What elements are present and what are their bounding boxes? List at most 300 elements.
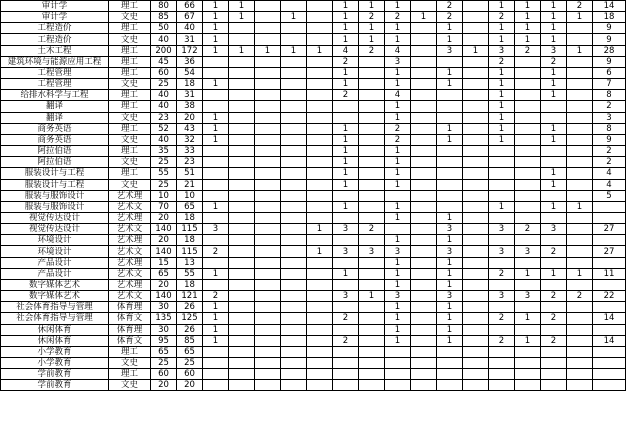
number-cell <box>255 146 281 157</box>
number-cell: 2 <box>515 45 541 56</box>
number-cell <box>255 358 281 369</box>
number-cell: 28 <box>593 45 626 56</box>
number-cell <box>385 190 411 201</box>
number-cell: 3 <box>593 112 626 123</box>
category-cell: 体育理 <box>109 324 151 335</box>
category-cell: 艺术理 <box>109 257 151 268</box>
number-cell <box>411 168 437 179</box>
number-cell: 51 <box>177 168 203 179</box>
number-cell: 3 <box>489 291 515 302</box>
number-cell <box>411 112 437 123</box>
number-cell: 1 <box>359 23 385 34</box>
number-cell: 1 <box>203 45 229 56</box>
number-cell: 1 <box>489 23 515 34</box>
number-cell <box>307 358 333 369</box>
number-cell <box>229 146 255 157</box>
number-cell: 2 <box>593 157 626 168</box>
number-cell: 2 <box>359 12 385 23</box>
table-row <box>1 112 626 123</box>
number-cell <box>255 380 281 391</box>
number-cell <box>437 157 463 168</box>
number-cell <box>203 369 229 380</box>
number-cell: 1 <box>541 179 567 190</box>
number-cell: 1 <box>567 45 593 56</box>
number-cell <box>255 134 281 145</box>
number-cell: 1 <box>307 45 333 56</box>
number-cell <box>281 380 307 391</box>
number-cell <box>359 257 385 268</box>
number-cell: 23 <box>177 157 203 168</box>
number-cell: 27 <box>593 224 626 235</box>
number-cell <box>333 112 359 123</box>
number-cell <box>229 123 255 134</box>
number-cell: 85 <box>177 335 203 346</box>
category-cell: 文史 <box>109 380 151 391</box>
table-row <box>1 157 626 168</box>
number-cell <box>333 369 359 380</box>
number-cell: 21 <box>177 179 203 190</box>
number-cell <box>411 56 437 67</box>
major-name-cell: 小学教育 <box>1 358 109 369</box>
table-row <box>1 12 626 23</box>
number-cell <box>255 1 281 12</box>
number-cell: 4 <box>385 90 411 101</box>
number-cell: 18 <box>177 212 203 223</box>
number-cell <box>567 157 593 168</box>
number-cell <box>593 235 626 246</box>
number-cell <box>359 168 385 179</box>
number-cell <box>255 67 281 78</box>
number-cell: 10 <box>151 190 177 201</box>
number-cell: 1 <box>385 1 411 12</box>
number-cell: 1 <box>229 45 255 56</box>
number-cell: 20 <box>151 235 177 246</box>
category-cell: 文史 <box>109 112 151 123</box>
number-cell <box>463 268 489 279</box>
number-cell <box>411 123 437 134</box>
table-row <box>1 324 626 335</box>
number-cell: 9 <box>593 134 626 145</box>
number-cell <box>307 101 333 112</box>
table-row <box>1 45 626 56</box>
number-cell <box>567 112 593 123</box>
major-name-cell: 商务英语 <box>1 134 109 145</box>
number-cell: 45 <box>151 56 177 67</box>
major-name-cell: 数字媒体艺术 <box>1 279 109 290</box>
number-cell <box>255 224 281 235</box>
number-cell: 32 <box>177 134 203 145</box>
number-cell: 1 <box>333 179 359 190</box>
major-name-cell: 视觉传达设计 <box>1 224 109 235</box>
category-cell: 理工 <box>109 90 151 101</box>
number-cell <box>567 346 593 357</box>
number-cell: 1 <box>489 101 515 112</box>
number-cell <box>541 302 567 313</box>
number-cell <box>567 56 593 67</box>
category-cell: 体育文 <box>109 313 151 324</box>
category-cell: 文史 <box>109 157 151 168</box>
table-row <box>1 212 626 223</box>
number-cell <box>255 212 281 223</box>
number-cell <box>541 157 567 168</box>
number-cell <box>567 369 593 380</box>
number-cell <box>203 212 229 223</box>
number-cell <box>229 67 255 78</box>
number-cell: 9 <box>593 56 626 67</box>
number-cell: 40 <box>177 23 203 34</box>
number-cell: 3 <box>541 45 567 56</box>
number-cell <box>255 201 281 212</box>
number-cell <box>515 67 541 78</box>
number-cell: 1 <box>489 201 515 212</box>
number-cell <box>385 224 411 235</box>
number-cell <box>593 201 626 212</box>
number-cell <box>307 134 333 145</box>
number-cell <box>593 346 626 357</box>
number-cell: 2 <box>385 12 411 23</box>
number-cell <box>463 212 489 223</box>
number-cell <box>307 67 333 78</box>
number-cell <box>489 179 515 190</box>
number-cell <box>359 67 385 78</box>
number-cell: 1 <box>333 146 359 157</box>
number-cell <box>463 246 489 257</box>
number-cell: 30 <box>151 302 177 313</box>
major-name-cell: 数字媒体艺术 <box>1 291 109 302</box>
table-row <box>1 291 626 302</box>
number-cell: 1 <box>437 23 463 34</box>
number-cell <box>281 190 307 201</box>
number-cell: 115 <box>177 224 203 235</box>
number-cell <box>229 358 255 369</box>
number-cell <box>411 134 437 145</box>
number-cell <box>203 279 229 290</box>
number-cell <box>307 56 333 67</box>
category-cell: 理工 <box>109 45 151 56</box>
number-cell <box>567 34 593 45</box>
number-cell <box>463 23 489 34</box>
number-cell <box>229 346 255 357</box>
number-cell: 1 <box>281 45 307 56</box>
number-cell <box>567 134 593 145</box>
number-cell: 1 <box>437 268 463 279</box>
number-cell <box>229 224 255 235</box>
number-cell <box>463 90 489 101</box>
number-cell <box>437 190 463 201</box>
number-cell <box>593 380 626 391</box>
number-cell <box>515 257 541 268</box>
major-name-cell: 翻译 <box>1 112 109 123</box>
number-cell <box>541 380 567 391</box>
number-cell: 60 <box>151 369 177 380</box>
number-cell: 140 <box>151 224 177 235</box>
table-row <box>1 79 626 90</box>
number-cell: 1 <box>515 23 541 34</box>
number-cell <box>463 369 489 380</box>
number-cell: 135 <box>151 313 177 324</box>
number-cell: 2 <box>593 146 626 157</box>
category-cell: 艺术文 <box>109 291 151 302</box>
number-cell: 20 <box>151 279 177 290</box>
number-cell <box>463 168 489 179</box>
number-cell <box>515 168 541 179</box>
number-cell <box>255 23 281 34</box>
number-cell: 1 <box>385 67 411 78</box>
number-cell <box>333 324 359 335</box>
number-cell <box>515 212 541 223</box>
number-cell <box>489 324 515 335</box>
number-cell: 2 <box>203 246 229 257</box>
number-cell <box>567 179 593 190</box>
number-cell: 65 <box>177 201 203 212</box>
number-cell <box>359 56 385 67</box>
number-cell <box>359 90 385 101</box>
number-cell <box>463 358 489 369</box>
number-cell <box>515 369 541 380</box>
number-cell: 1 <box>203 302 229 313</box>
number-cell <box>411 157 437 168</box>
number-cell <box>359 279 385 290</box>
number-cell <box>411 67 437 78</box>
number-cell <box>255 90 281 101</box>
number-cell <box>463 112 489 123</box>
number-cell <box>281 279 307 290</box>
number-cell <box>281 112 307 123</box>
number-cell <box>411 346 437 357</box>
number-cell: 1 <box>515 1 541 12</box>
number-cell <box>437 369 463 380</box>
number-cell <box>411 179 437 190</box>
number-cell: 1 <box>203 335 229 346</box>
number-cell: 1 <box>229 1 255 12</box>
category-cell: 理工 <box>109 23 151 34</box>
major-name-cell: 环境设计 <box>1 246 109 257</box>
category-cell: 体育理 <box>109 302 151 313</box>
number-cell <box>255 335 281 346</box>
number-cell: 1 <box>385 168 411 179</box>
number-cell <box>463 179 489 190</box>
number-cell: 1 <box>333 134 359 145</box>
number-cell <box>489 257 515 268</box>
number-cell: 4 <box>593 168 626 179</box>
number-cell <box>437 112 463 123</box>
number-cell: 1 <box>333 34 359 45</box>
number-cell: 1 <box>463 45 489 56</box>
number-cell <box>515 235 541 246</box>
major-name-cell: 休闲体育 <box>1 335 109 346</box>
number-cell: 3 <box>333 291 359 302</box>
number-cell <box>255 179 281 190</box>
number-cell: 1 <box>385 235 411 246</box>
number-cell <box>489 235 515 246</box>
number-cell <box>489 279 515 290</box>
number-cell <box>281 302 307 313</box>
number-cell <box>281 324 307 335</box>
number-cell <box>541 257 567 268</box>
number-cell: 1 <box>385 157 411 168</box>
number-cell: 1 <box>203 1 229 12</box>
number-cell: 1 <box>307 224 333 235</box>
table-row <box>1 358 626 369</box>
number-cell: 25 <box>151 157 177 168</box>
number-cell: 3 <box>489 224 515 235</box>
number-cell <box>567 324 593 335</box>
number-cell <box>307 324 333 335</box>
number-cell: 43 <box>177 123 203 134</box>
number-cell <box>567 380 593 391</box>
major-name-cell: 视觉传达设计 <box>1 212 109 223</box>
number-cell <box>281 224 307 235</box>
major-name-cell: 环境设计 <box>1 235 109 246</box>
table-row <box>1 56 626 67</box>
major-name-cell: 产品设计 <box>1 268 109 279</box>
number-cell: 2 <box>437 12 463 23</box>
table-row <box>1 190 626 201</box>
table-row <box>1 335 626 346</box>
number-cell <box>255 257 281 268</box>
number-cell <box>229 179 255 190</box>
number-cell <box>567 90 593 101</box>
number-cell: 40 <box>151 90 177 101</box>
number-cell <box>515 112 541 123</box>
number-cell: 20 <box>151 212 177 223</box>
number-cell <box>307 268 333 279</box>
number-cell <box>255 34 281 45</box>
number-cell <box>203 101 229 112</box>
number-cell: 22 <box>593 291 626 302</box>
number-cell <box>333 190 359 201</box>
number-cell: 36 <box>177 56 203 67</box>
table-row <box>1 67 626 78</box>
table-row <box>1 179 626 190</box>
number-cell <box>255 313 281 324</box>
number-cell <box>359 123 385 134</box>
number-cell <box>333 302 359 313</box>
number-cell: 1 <box>541 12 567 23</box>
number-cell: 2 <box>333 56 359 67</box>
number-cell: 70 <box>151 201 177 212</box>
number-cell <box>567 23 593 34</box>
number-cell <box>489 146 515 157</box>
number-cell: 1 <box>333 1 359 12</box>
major-name-cell: 服装设计与工程 <box>1 179 109 190</box>
number-cell <box>359 335 385 346</box>
number-cell <box>281 146 307 157</box>
number-cell <box>203 67 229 78</box>
number-cell <box>385 380 411 391</box>
number-cell: 5 <box>593 190 626 201</box>
number-cell: 60 <box>177 369 203 380</box>
number-cell <box>255 324 281 335</box>
number-cell <box>463 302 489 313</box>
number-cell: 30 <box>151 324 177 335</box>
number-cell <box>229 313 255 324</box>
number-cell: 60 <box>151 67 177 78</box>
number-cell: 1 <box>567 268 593 279</box>
number-cell: 1 <box>385 112 411 123</box>
number-cell <box>359 201 385 212</box>
number-cell: 1 <box>437 79 463 90</box>
number-cell <box>307 179 333 190</box>
number-cell <box>307 146 333 157</box>
number-cell <box>307 279 333 290</box>
number-cell <box>411 190 437 201</box>
major-name-cell: 商务英语 <box>1 123 109 134</box>
number-cell <box>255 168 281 179</box>
number-cell: 1 <box>515 335 541 346</box>
number-cell: 1 <box>333 168 359 179</box>
number-cell <box>567 123 593 134</box>
number-cell <box>567 146 593 157</box>
number-cell <box>463 56 489 67</box>
number-cell: 1 <box>437 67 463 78</box>
number-cell: 115 <box>177 246 203 257</box>
number-cell <box>359 346 385 357</box>
number-cell <box>593 369 626 380</box>
number-cell <box>281 67 307 78</box>
number-cell <box>229 23 255 34</box>
category-cell: 艺术理 <box>109 235 151 246</box>
number-cell <box>359 101 385 112</box>
major-name-cell: 服装与服饰设计 <box>1 190 109 201</box>
number-cell <box>541 369 567 380</box>
number-cell: 1 <box>541 268 567 279</box>
number-cell <box>307 34 333 45</box>
number-cell: 3 <box>489 246 515 257</box>
number-cell: 1 <box>515 268 541 279</box>
major-name-cell: 服装与服饰设计 <box>1 201 109 212</box>
number-cell <box>359 146 385 157</box>
number-cell <box>229 279 255 290</box>
number-cell: 1 <box>307 246 333 257</box>
number-cell <box>281 123 307 134</box>
number-cell: 11 <box>593 268 626 279</box>
number-cell: 7 <box>593 79 626 90</box>
number-cell: 2 <box>489 335 515 346</box>
number-cell <box>281 291 307 302</box>
number-cell <box>593 358 626 369</box>
number-cell <box>281 134 307 145</box>
number-cell: 1 <box>203 134 229 145</box>
number-cell: 172 <box>177 45 203 56</box>
number-cell: 1 <box>411 12 437 23</box>
number-cell <box>489 168 515 179</box>
table-row <box>1 168 626 179</box>
number-cell: 1 <box>489 1 515 12</box>
number-cell <box>437 90 463 101</box>
number-cell: 2 <box>489 12 515 23</box>
number-cell <box>463 157 489 168</box>
number-cell <box>411 224 437 235</box>
number-cell: 26 <box>177 324 203 335</box>
number-cell <box>281 23 307 34</box>
number-cell <box>307 302 333 313</box>
number-cell: 1 <box>437 212 463 223</box>
number-cell: 95 <box>151 335 177 346</box>
number-cell: 1 <box>385 302 411 313</box>
number-cell <box>255 101 281 112</box>
number-cell: 4 <box>385 45 411 56</box>
number-cell <box>593 279 626 290</box>
number-cell: 2 <box>359 224 385 235</box>
number-cell <box>411 34 437 45</box>
number-cell <box>229 335 255 346</box>
category-cell: 文史 <box>109 134 151 145</box>
number-cell <box>463 12 489 23</box>
number-cell: 1 <box>203 313 229 324</box>
number-cell <box>437 201 463 212</box>
number-cell: 31 <box>177 90 203 101</box>
